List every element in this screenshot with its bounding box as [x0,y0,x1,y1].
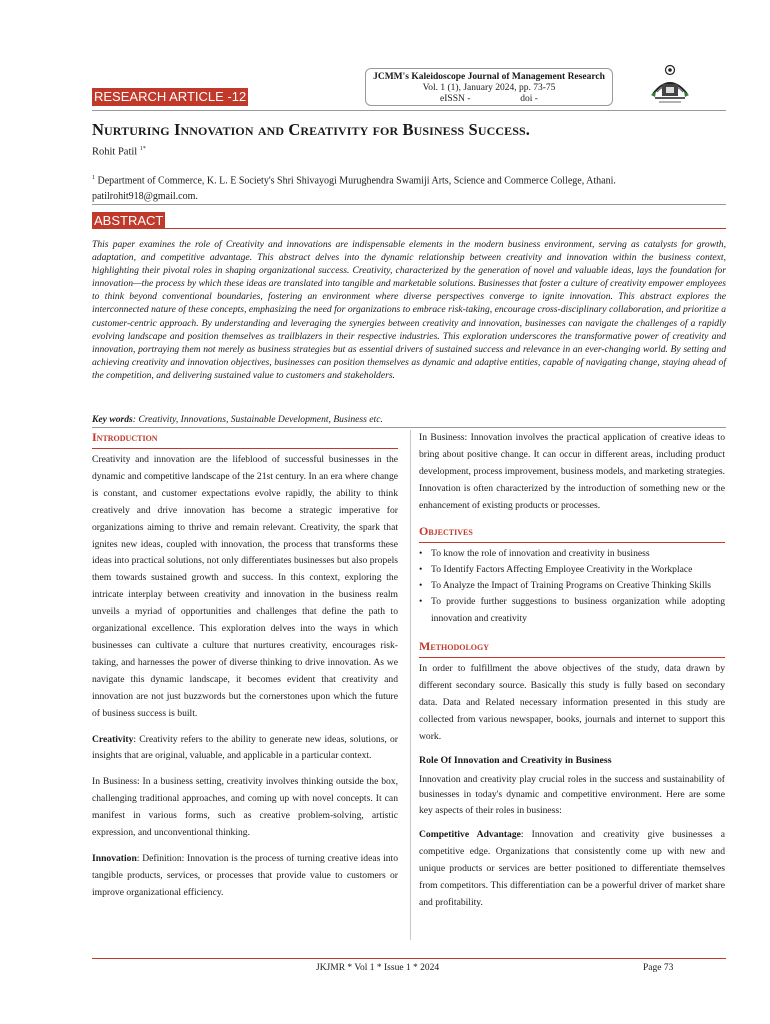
footer-divider [92,958,726,959]
footer-journal-info: JKJMR * Vol 1 * Issue 1 * 2024 [316,963,440,973]
list-item: • To Identify Factors Affecting Employee Creativity in the Workplace [419,562,725,578]
keywords-text: : Creativity, Innovations, Sustainable Development, Business etc. [132,414,383,425]
bullet-icon: • [419,547,423,559]
creativity-text: : Creativity refers to the ability to generate new ideas, solutions, or insights that are original, valuable, and applicable in a particular context. [92,733,398,762]
creativity-label: Creativity [92,733,134,745]
page-number: Page 73 [643,963,674,973]
innovation-paragraph [92,851,398,902]
affiliation [92,170,722,205]
bullet-icon: • [419,563,423,575]
affiliation-marker: 1 [92,175,95,181]
innovation-in-business-text: In Business: Innovation involves the practical application of creative ideas to bring about positive change. It can occur in different areas, including product development, process improvement, business models, and marketing strategies. Innovation is often characterized by the introduction of something new or the enhancement of existing products or processes. [419,432,725,511]
innovation-label: Innovation [92,852,137,864]
methodology-text: In order to fulfillment the above objectives of the study, data drawn by different secondary source. Basically this study is fully based on secondary data. Data and Related necessary information presented in this study are collected from various newspaper, books, journals and internet to support this work. [419,663,725,742]
header-divider [92,110,726,111]
list-item: • To know the role of innovation and creativity in business [419,546,725,562]
introduction-text: Creativity and innovation are the lifeblood of successful businesses in the dynamic and competitive landscape of the 21st century. In an era where change is constant, and customer expectations evolve rapidly, the ability to think creatively and drive innovation has become a strategic imperative for organizations aiming to thrive and remain relevant. Creativity, the spark that ignites new ideas, coupled with innovation, the process that transforms these ideas into practical solutions, not only differentiates businesses but also propels them towards sustained growth and success. In this context, exploring the intricate interplay between creativity and innovation in the business realm unveils a myriad of opportunities and challenges that define the path to organizational excellence. This exploration delves into the ways in which businesses can cultivate a culture that nurtures creativity, encourages risk-taking, and harnesses the power of diverse thinking to drive innovation. As we navigate this dynamic landscape, it becomes evident that creativity and innovation are not just buzzwords but the cornerstones upon which the future of business success is built. [92,454,398,719]
journal-info-box [365,68,613,106]
article-type-badge: RESEARCH ARTICLE -12 [94,89,247,104]
left-column [92,430,398,911]
objectives-heading: Objectives [419,524,725,543]
bullet-icon: • [419,596,423,608]
innovation-text: : Definition: Innovation is the process of turning creative ideas into tangible products, services, or processes that provide value to customers or improve organizational efficiency. [92,852,398,898]
bullet-icon: • [419,580,423,592]
abstract-text: This paper examines the role of Creativity and innovations are indispensable elements in the modern business environment, serving as catalysts for growth, adaptation, and competitive advantage. This abstract delves into the dynamic relationship between creativity and innovation within the business context, highlighting their pivotal roles in shaping organizational success. Creativity, characterized by the generation of novel and valuable ideas, lays the foundation for innovation—the process by which these ideas are translated into tangible and marketable solutions. Businesses that foster a culture of creativity empower employees to think beyond conventional boundaries, fostering an environment where diverse perspectives converge to ignite innovation. This abstract explores the interconnected nature of these concepts, emphasizing the need for organizations to embrace risk-taking, encourage cross-disciplinary collaboration, and prioritize a customer-centric approach. By understanding and leveraging the synergies between creativity and innovation, businesses can navigate the challenges of a rapidly evolving landscape and position themselves as trailblazers in their respective industries. This exploration underscores the transformative power of creativity and innovation, portraying them not merely as business strategies but as essential drivers of sustained success and relevance in an ever-changing world. By setting and achieving creativity and innovation objectives, businesses can position themselves as dynamic and adaptive entities, capable of navigating change, staying ahead of the competition, and delivering sustained value to customers and stakeholders. [92,239,726,381]
introduction-heading: Introduction [92,430,398,449]
column-divider [410,430,411,940]
list-item: • To Analyze the Impact of Training Programs on Creative Thinking Skills [419,578,725,594]
competitive-advantage-paragraph [419,827,725,912]
keywords-line [92,414,726,425]
role-heading: Role Of Innovation and Creativity in Business [419,754,612,766]
objectives-list [419,546,725,627]
abstract-heading: ABSTRACT [94,213,164,228]
college-seal-icon [647,64,693,108]
author-name: Rohit Patil [92,146,138,158]
keywords-divider [92,427,726,428]
creativity-in-business-text: In Business: In a business setting, creativity involves thinking outside the box, challenging traditional approaches, and coming up with novel concepts. It can manifest in various forms, such as creative problem-solving, artistic expression, and unconventional thinking. [92,776,398,839]
right-column [419,430,725,921]
journal-issn: eISSN - doi - [440,94,538,104]
paper-title: Nurturing Innovation and Creativity for Business Success. [92,120,530,139]
affiliation-divider [92,204,726,205]
author-marker: 1* [139,146,146,152]
journal-volume: Vol. 1 (1), January 2024, pp. 73-75 [422,83,556,93]
keywords-label: Key words [92,414,133,425]
role-text: Innovation and creativity play crucial roles in the success and sustainability of businesses in today's dynamic and competitive environment. Here are some key aspects of their roles in business: [419,773,725,816]
affiliation-text: Department of Commerce, K. L. E Society's Shri Shivayogi Murughendra Swamiji Arts, Science and Commerce College, Athani. [97,175,616,187]
creativity-paragraph [92,732,398,766]
competitive-advantage-label: Competitive Advantage [419,829,521,841]
methodology-heading: Methodology [419,639,725,658]
competitive-advantage-text: : Innovation and creativity give businesses a competitive edge. Organizations that consistently come up with new and unique products or services are better positioned to differentiate themselves from competitors. This differentiation can be a powerful driver of market share and profitability. [419,829,725,908]
author-line [92,146,146,158]
journal-name: JCMM's Kaleidoscope Journal of Management Research [373,72,605,82]
author-email[interactable]: patilrohit918@gmail.com. [92,191,198,203]
abstract-heading-rule [160,228,726,229]
list-item: • To provide further suggestions to business organization while adopting innovation and creativity [419,596,725,624]
